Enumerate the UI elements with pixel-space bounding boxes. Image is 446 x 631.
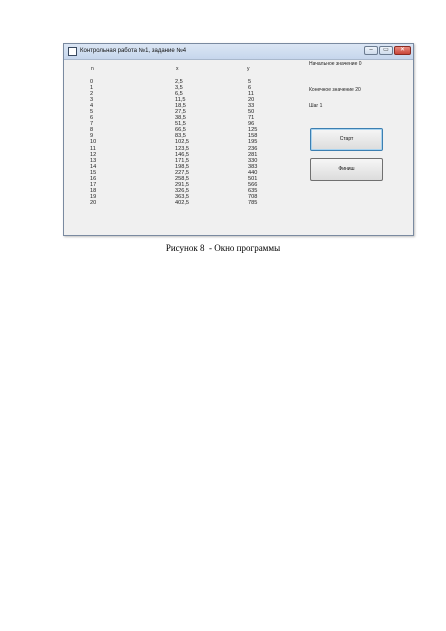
cell-n-11: 11 <box>90 145 96 152</box>
cell-n-18: 18 <box>90 187 97 194</box>
end-value-label: Конечное значение 20 <box>309 87 361 93</box>
start-value-label: Начальное значение 0 <box>309 61 362 67</box>
cell-x-6: 38,5 <box>175 115 186 122</box>
cell-x-14: 198,5 <box>175 163 189 170</box>
cell-n-5: 5 <box>90 109 94 116</box>
start-button[interactable]: Старт <box>310 128 383 151</box>
cell-y-12: 281 <box>248 151 258 158</box>
cell-y-3: 20 <box>248 97 255 104</box>
cell-x-12: 146,5 <box>175 151 189 158</box>
cell-n-14: 14 <box>90 163 97 170</box>
close-icon[interactable]: ✕ <box>394 46 411 55</box>
cell-y-7: 96 <box>248 121 255 128</box>
app-window-icon <box>68 47 77 56</box>
cell-y-19: 708 <box>248 193 258 200</box>
figure-caption: Рисунок 8 - Окно программы <box>165 243 281 253</box>
cell-x-7: 51,5 <box>175 121 186 128</box>
cell-n-4: 4 <box>90 103 94 110</box>
cell-x-13: 171,5 <box>175 157 189 164</box>
cell-y-1: 6 <box>248 85 252 92</box>
cell-n-8: 8 <box>90 127 94 134</box>
cell-n-6: 6 <box>90 115 94 122</box>
cell-y-8: 125 <box>248 127 258 134</box>
cell-n-2: 2 <box>90 91 94 98</box>
cell-x-16: 258,5 <box>175 175 189 182</box>
cell-x-19: 363,5 <box>175 193 189 200</box>
cell-y-0: 5 <box>248 79 252 85</box>
cell-y-14: 383 <box>248 163 258 170</box>
column-x-values <box>175 79 189 206</box>
cell-n-7: 7 <box>90 121 94 128</box>
maximize-icon[interactable]: ▭ <box>379 46 393 55</box>
cell-n-20: 20 <box>90 199 97 206</box>
cell-y-11: 236 <box>248 145 258 152</box>
cell-x-5: 27,5 <box>175 109 186 116</box>
cell-y-15: 440 <box>248 169 258 176</box>
column-n-values <box>90 79 96 206</box>
cell-n-13: 13 <box>90 157 97 164</box>
cell-x-0: 2,5 <box>175 79 183 85</box>
cell-x-10: 102,5 <box>175 139 189 146</box>
cell-x-11: 123,5 <box>175 145 189 152</box>
cell-x-4: 18,5 <box>175 103 186 110</box>
cell-x-3: 11,5 <box>175 97 186 104</box>
cell-y-18: 635 <box>248 187 258 194</box>
cell-x-17: 291,5 <box>175 181 189 188</box>
finish-button[interactable]: Финиш <box>310 158 383 181</box>
cell-n-19: 19 <box>90 193 97 200</box>
cell-n-0: 0 <box>90 79 94 85</box>
cell-n-12: 12 <box>90 151 97 158</box>
cell-y-6: 71 <box>248 115 255 122</box>
window-titlebar[interactable] <box>64 44 413 60</box>
cell-y-10: 195 <box>248 139 258 146</box>
cell-x-2: 6,5 <box>175 91 183 98</box>
cell-x-20: 402,5 <box>175 199 189 206</box>
column-header-y: y <box>247 66 250 72</box>
minimize-icon[interactable]: – <box>364 46 378 55</box>
column-header-x: x <box>176 66 179 72</box>
step-label: Шаг 1 <box>309 103 323 109</box>
cell-y-4: 33 <box>248 103 255 110</box>
column-y-values <box>248 79 257 206</box>
column-header-n: n <box>91 66 94 72</box>
cell-y-5: 50 <box>248 109 255 116</box>
cell-x-15: 227,5 <box>175 169 189 176</box>
cell-n-9: 9 <box>90 133 94 140</box>
program-window <box>63 43 414 236</box>
cell-n-15: 15 <box>90 169 97 176</box>
cell-n-3: 3 <box>90 97 94 104</box>
cell-x-9: 83,5 <box>175 133 186 140</box>
cell-n-17: 17 <box>90 181 97 188</box>
cell-y-20: 785 <box>248 199 258 206</box>
cell-y-13: 330 <box>248 157 258 164</box>
cell-n-16: 16 <box>90 175 97 182</box>
cell-y-17: 566 <box>248 181 258 188</box>
cell-y-16: 501 <box>248 175 258 182</box>
cell-x-8: 66,5 <box>175 127 186 134</box>
cell-n-10: 10 <box>90 139 97 146</box>
cell-y-9: 158 <box>248 133 258 140</box>
cell-x-18: 326,5 <box>175 187 189 194</box>
cell-y-2: 11 <box>248 91 254 98</box>
window-title: Контрольная работа №1, задание №4 <box>80 48 187 54</box>
cell-n-1: 1 <box>90 85 94 92</box>
cell-x-1: 3,5 <box>175 85 183 92</box>
